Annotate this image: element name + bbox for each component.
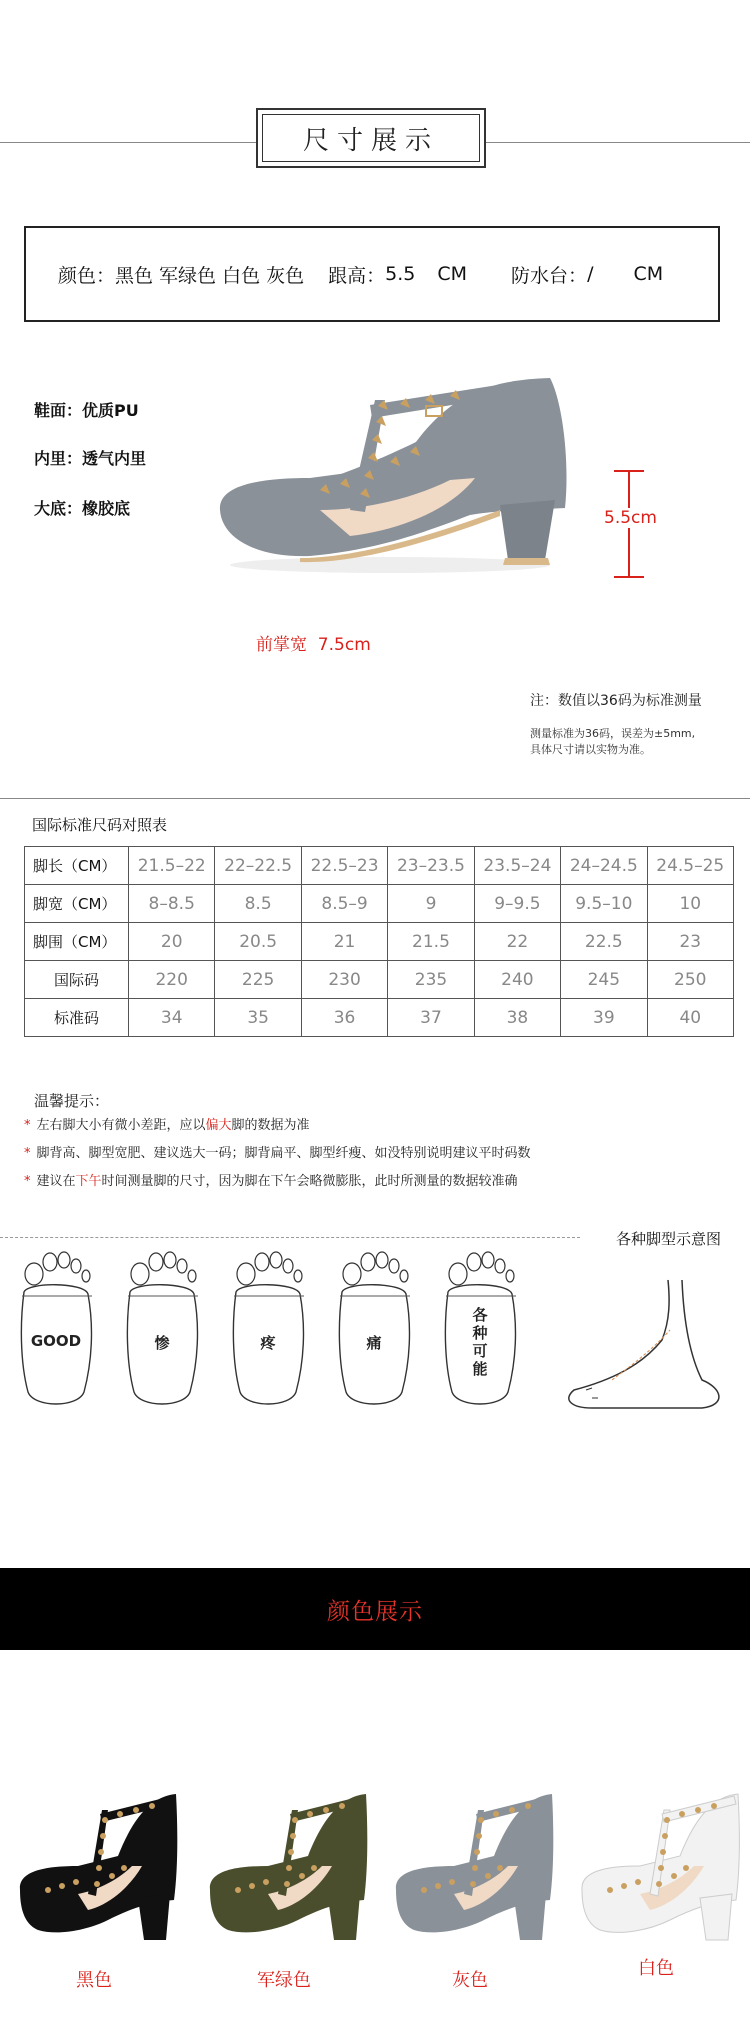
table-cell: 34 xyxy=(129,999,215,1037)
table-row xyxy=(25,961,734,999)
color-name-label: 军绿色 xyxy=(257,1970,311,1991)
table-cell: 8.5–9 xyxy=(301,885,387,923)
star-icon: * xyxy=(24,1174,31,1189)
table-cell: 21.5 xyxy=(388,923,474,961)
table-row xyxy=(25,923,734,961)
tip-1 xyxy=(24,1114,310,1133)
tip-3-highlight: 下午 xyxy=(75,1174,102,1189)
color-variant xyxy=(384,1770,556,1954)
tip-3-a: 建议在 xyxy=(36,1174,76,1189)
spec-bar xyxy=(24,226,720,322)
table-cell: 40 xyxy=(647,999,733,1037)
note-small-1: 测量标准为36码，误差为±5mm, xyxy=(530,727,696,740)
platform-value: / xyxy=(587,263,594,285)
color-display-banner: 颜色展示 xyxy=(0,1568,750,1650)
heel-value: 5.5 xyxy=(385,263,416,285)
table-cell: 230 xyxy=(301,961,387,999)
color-name-label: 黑色 xyxy=(76,1970,112,1991)
tip-2-text: 脚背高、脚型宽肥、建议选大一码；脚背扁平、脚型纤瘦、如没特别说明建议平时码数 xyxy=(36,1146,531,1161)
color-variant xyxy=(198,1770,370,1954)
table-cell: 9.5–10 xyxy=(561,885,647,923)
table-cell: 39 xyxy=(561,999,647,1037)
heel-label: 跟高： xyxy=(328,264,386,287)
table-cell: 10 xyxy=(647,885,733,923)
table-cell: 20.5 xyxy=(215,923,301,961)
section-title-frame xyxy=(256,108,486,168)
table-cell: 8–8.5 xyxy=(129,885,215,923)
note-main: 注：数值以36码为标准测量 xyxy=(530,693,702,709)
title-line-right xyxy=(486,142,750,143)
foot-types-title: 各种脚型示意图 xyxy=(616,1230,722,1248)
table-cell: 24.5–25 xyxy=(647,847,733,885)
foot-icon xyxy=(120,1232,204,1410)
table-cell: 9–9.5 xyxy=(474,885,560,923)
section-divider xyxy=(0,798,750,799)
heel-measure-cap-top xyxy=(614,470,644,472)
material-sole-label: 大底： xyxy=(34,499,83,518)
table-cell: 23.5–24 xyxy=(474,847,560,885)
table-cell: 37 xyxy=(388,999,474,1037)
shoe-variant-image xyxy=(384,1770,556,1950)
table-row xyxy=(25,999,734,1037)
foot-outline xyxy=(332,1232,416,1410)
tip-1-c: 脚的数据为准 xyxy=(231,1118,310,1133)
forefoot-width-label: 前掌宽 7.5cm xyxy=(256,635,371,655)
platform-label: 防水台： xyxy=(511,264,588,287)
table-cell: 22.5–23 xyxy=(301,847,387,885)
size-table-title: 国际标准尺码对照表 xyxy=(32,816,168,834)
material-upper xyxy=(34,398,139,421)
table-cell: 250 xyxy=(647,961,733,999)
color-name-label: 白色 xyxy=(638,1958,674,1979)
color-name-label: 灰色 xyxy=(452,1970,488,1991)
table-cell: 24–24.5 xyxy=(561,847,647,885)
tip-3-c: 时间测量脚的尺寸，因为脚在下午会略微膨胀，此时所测量的数据较准确 xyxy=(101,1174,518,1189)
color-variant xyxy=(8,1770,180,1954)
tips-title: 温馨提示： xyxy=(34,1092,110,1110)
table-cell: 245 xyxy=(561,961,647,999)
row-label: 标准码 xyxy=(25,999,129,1037)
table-cell: 36 xyxy=(301,999,387,1037)
color-values: 黑色 军绿色 白色 灰色 xyxy=(115,264,305,287)
foot-icon xyxy=(332,1232,416,1410)
shoe-main-image xyxy=(200,360,580,580)
table-row xyxy=(25,847,734,885)
shoe-variant-image xyxy=(8,1770,180,1950)
shoe-variant-image xyxy=(570,1770,742,1950)
row-label: 脚长（CM） xyxy=(25,847,129,885)
side-foot-illustration xyxy=(552,1270,742,1420)
foot-outline xyxy=(120,1232,204,1410)
table-row xyxy=(25,885,734,923)
table-cell: 220 xyxy=(129,961,215,999)
table-cell: 22 xyxy=(474,923,560,961)
foot-type-label: 各种可能 xyxy=(472,1306,488,1378)
table-cell: 9 xyxy=(388,885,474,923)
table-cell: 240 xyxy=(474,961,560,999)
table-cell: 22–22.5 xyxy=(215,847,301,885)
material-sole-value: 橡胶底 xyxy=(82,499,131,518)
material-sole xyxy=(34,496,130,519)
note-small-2: 具体尺寸请以实物为准。 xyxy=(530,743,651,756)
heel-measure-cap-bottom xyxy=(614,576,644,578)
row-label: 脚宽（CM） xyxy=(25,885,129,923)
table-cell: 225 xyxy=(215,961,301,999)
heel-unit: CM xyxy=(437,263,468,285)
table-cell: 23–23.5 xyxy=(388,847,474,885)
foot-type-label: 疼 xyxy=(260,1334,276,1352)
material-upper-value: 优质PU xyxy=(82,401,139,420)
star-icon: * xyxy=(24,1118,31,1133)
row-label: 脚围（CM） xyxy=(25,923,129,961)
star-icon: * xyxy=(24,1146,31,1161)
table-cell: 235 xyxy=(388,961,474,999)
foot-icon xyxy=(226,1232,310,1410)
tip-1-highlight: 偏大 xyxy=(205,1118,232,1133)
color-variant xyxy=(570,1770,742,1954)
tip-1-a: 左右脚大小有微小差距，应以 xyxy=(36,1118,206,1133)
foot-type-label: 惨 xyxy=(154,1334,170,1352)
foot-icon xyxy=(14,1232,98,1410)
foot-type-label: 痛 xyxy=(366,1334,382,1352)
shoe-variant-image xyxy=(198,1770,370,1950)
foot-outline xyxy=(226,1232,310,1410)
table-cell: 20 xyxy=(129,923,215,961)
material-lining xyxy=(34,446,146,469)
material-lining-value: 透气内里 xyxy=(82,449,147,468)
table-cell: 23 xyxy=(647,923,733,961)
material-lining-label: 内里： xyxy=(34,449,83,468)
foot-type-label: GOOD xyxy=(30,1332,82,1350)
table-cell: 8.5 xyxy=(215,885,301,923)
row-label: 国际码 xyxy=(25,961,129,999)
table-cell: 21.5–22 xyxy=(129,847,215,885)
table-cell: 21 xyxy=(301,923,387,961)
table-cell: 22.5 xyxy=(561,923,647,961)
tip-2 xyxy=(24,1142,531,1161)
table-cell: 35 xyxy=(215,999,301,1037)
platform-unit: CM xyxy=(633,263,664,285)
section-title: 尺寸展示 xyxy=(262,114,480,162)
foot-outline xyxy=(438,1232,522,1410)
size-table xyxy=(24,846,734,1037)
color-label: 颜色： xyxy=(58,264,116,287)
heel-measure-label: 5.5cm xyxy=(604,508,657,528)
title-line-left xyxy=(0,142,256,143)
material-upper-label: 鞋面： xyxy=(34,401,83,420)
tip-3 xyxy=(24,1170,518,1189)
table-cell: 38 xyxy=(474,999,560,1037)
foot-outline xyxy=(14,1232,98,1410)
